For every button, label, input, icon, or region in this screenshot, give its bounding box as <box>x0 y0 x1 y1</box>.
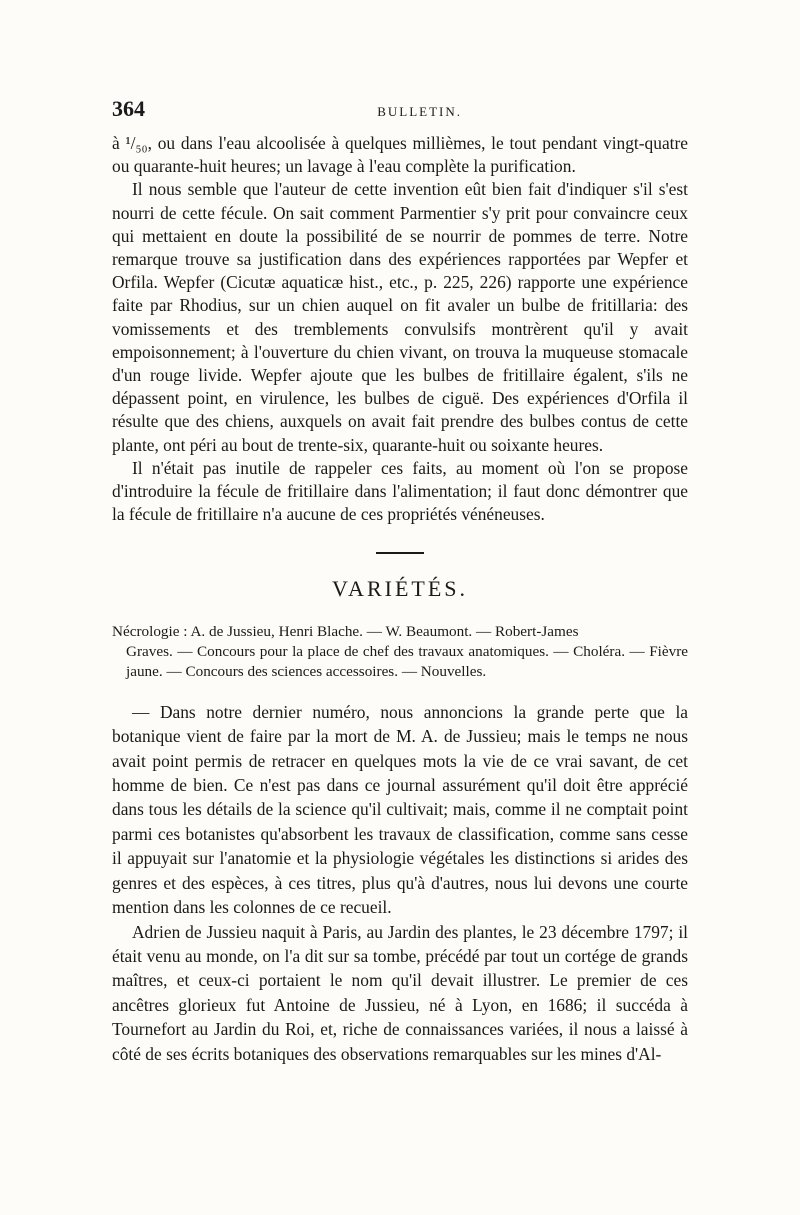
paragraph: — Dans notre dernier numéro, nous annoncions la grande perte que la botanique vient de faire par la mort de M. A. de Jussieu; mais le temps ne nous avait point permis de retracer en quelques mots la vie de ce vrai savant, de cet homme de bien. Ce n'est pas dans ce journal assurément qu'il doit être apprécié dans tous les détails de la science qu'il cultivait; mais, comme il ne comptait point parmi ces botanistes qu'absorbent les travaux de classification, comme sans cesse il appuyait sur l'anatomie et la physiologie végétales les distinctions si arides des genres et des espèces, à ces titres, plus qu'à d'autres, nous lui devons une courte mention dans les colonnes de ce recueil. <box>112 701 688 918</box>
page-header <box>112 96 688 122</box>
section-summary <box>112 622 688 681</box>
paragraph: Adrien de Jussieu naquit à Paris, au Jardin des plantes, le 23 décembre 1797; il était venu au monde, on l'a dit sur sa tombe, précédé par tout un cortége de grands maîtres, et ceux-ci portaient le nom qu'il devait illustrer. Le premier de ces ancêtres glorieux fut Antoine de Jussieu, né à Lyon, en 1686; il succéda à Tournefort au Jardin du Roi, et, riche de connaissances variées, il nous a laissé à côté de ses écrits botaniques des observations remarquables sur les mines d'Al- <box>112 921 688 1064</box>
summary-line: Graves. — Concours pour la place de chef des travaux anatomiques. — Choléra. — Fièvre jaune. — Concours des sciences accessoires. — Nouvelles. <box>126 643 688 681</box>
paragraph: à ¹/₅₀, ou dans l'eau alcoolisée à quelques millièmes, le tout pendant vingt-quatre ou quarante-huit heures; un lavage à l'eau complète la purification. <box>112 133 688 177</box>
section-divider <box>376 552 424 554</box>
paragraph: Il nous semble que l'auteur de cette invention eût bien fait d'indiquer s'il s'est nourri de cette fécule. On sait comment Parmentier s'y prit pour convaincre ceux qui mettaient en doute la possibilité de se nourrir de pommes de terre. Notre remarque trouve sa justification dans des expériences rapportées par Wepfer et Orfila. Wepfer (Cicutæ aquaticæ hist., etc., p. 225, 226) rapporte une expérience faite par Rhodius, sur un chien auquel on fit avaler un bulbe de fritillaria: des vomissements et des tremblements convulsifs montrèrent qu'il y avait empoisonnement; à l'ouverture du chien vivant, on trouva la muqueuse stomacale d'un rouge livide. Wepfer ajoute que les bulbes de fritillaire égalent, s'ils ne dépassent point, en virulence, les bulbes de ciguë. Des expériences d'Orfila il résulte que des chiens, auxquels on avait fait prendre des bulbes contus de cette plante, ont péri au bout de trente-six, quarante-huit ou soixante heures. <box>112 179 688 455</box>
page-number: 364 <box>112 96 145 121</box>
running-head: BULLETIN. <box>377 104 462 119</box>
section-title: VARIÉTÉS. <box>332 576 468 602</box>
paragraph: Il n'était pas inutile de rappeler ces faits, au moment où l'on se propose d'introduire la fécule de fritillaire dans l'alimentation; il faut donc démontrer que la fécule de fritillaire n'a aucune de ces propriétés vénéneuses. <box>112 457 688 525</box>
summary-line: Nécrologie : A. de Jussieu, Henri Blache. — W. Beaumont. — Robert-James <box>112 623 579 641</box>
